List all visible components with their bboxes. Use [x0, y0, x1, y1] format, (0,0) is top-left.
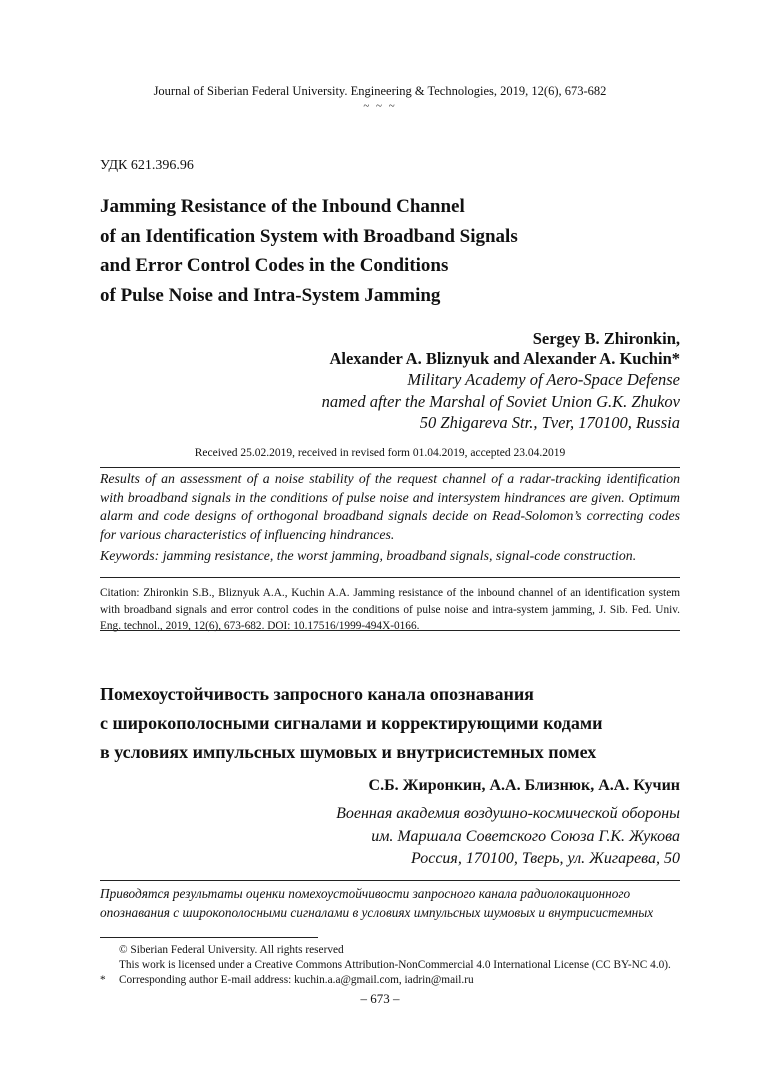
- affiliation: [322, 369, 680, 434]
- footnote-copyright: © Siberian Federal University. All rights reserved: [119, 944, 344, 956]
- ru-affiliation-line: им. Маршала Советского Союза Г.К. Жукова: [371, 827, 680, 845]
- udc-code: УДК 621.396.96: [100, 158, 194, 173]
- authors-line-2: Alexander A. Bliznyuk and Alexander A. Kuchin*: [329, 349, 680, 368]
- affiliation-line: named after the Marshal of Soviet Union G.K. Zhukov: [321, 391, 680, 411]
- ru-authors: С.Б. Жиронкин, А.А. Близнюк, А.А. Кучин: [368, 777, 680, 794]
- citation-top-rule: [100, 577, 680, 578]
- ru-affiliation-line: Россия, 170100, Тверь, ул. Жигарева, 50: [411, 850, 680, 867]
- ru-affiliation-line: Военная академия воздушно-космической обороны: [336, 805, 680, 822]
- ru-abstract-line: опознавания с широкополосными сигналами в условиях импульсных шумовых и внутрисистемных: [100, 905, 654, 920]
- footnote-corresponding: [100, 973, 700, 988]
- ru-abstract-top-rule: [100, 880, 680, 881]
- title-line: of an Identification System with Broadband Signals: [100, 225, 518, 247]
- received-dates: Received 25.02.2019, received in revised form 01.04.2019, accepted 23.04.2019: [194, 447, 566, 459]
- footnotes: [100, 943, 700, 988]
- corresponding-author-text: Corresponding author E-mail address: kuchin.a.a@gmail.com, iadrin@mail.ru: [119, 974, 474, 986]
- journal-header: Journal of Siberian Federal University. Engineering & Technologies, 2019, 12(6), 673-682: [153, 84, 607, 98]
- footnote-mark: *: [100, 974, 106, 986]
- header-separator: ~ ~ ~: [363, 100, 397, 112]
- citation: Citation: Zhironkin S.B., Bliznyuk A.A., Kuchin A.A. Jamming resistance of the inbound channel of an identification system with broadband signals and error control codes in the conditions of pulse noise and intra-system jamming, J. Sib. Fed. Univ. Eng. technol., 2019, 12(6), 673-682. DOI: 10.17516/1999-494X-0166.: [100, 587, 680, 632]
- footnote-license: This work is licensed under a Creative Commons Attribution-NonCommercial 4.0 International License (CC BY-NC 4.0).: [119, 959, 671, 971]
- ru-title-line: с широкополосными сигналами и корректирующими кодами: [100, 713, 603, 733]
- title-line: and Error Control Codes in the Conditions: [100, 255, 449, 276]
- citation-bottom-rule: [100, 630, 680, 631]
- ru-affiliation: [336, 803, 680, 871]
- ru-title: [100, 680, 700, 767]
- page-number: – 673 –: [360, 991, 400, 1006]
- title-line: of Pulse Noise and Intra-System Jamming: [100, 284, 441, 306]
- ru-title-line: Помехоустойчивость запросного канала опознавания: [100, 684, 534, 704]
- footnote-rule: [100, 937, 318, 938]
- ru-abstract: [100, 884, 680, 922]
- abstract-top-rule: [100, 467, 680, 468]
- title-line: Jamming Resistance of the Inbound Channel: [100, 196, 465, 217]
- affiliation-line: 50 Zhigareva Str., Tver, 170100, Russia: [419, 413, 680, 432]
- ru-abstract-line: Приводятся результаты оценки помехоустойчивости запросного канала радиолокационного: [100, 886, 631, 901]
- ru-title-line: в условиях импульсных шумовых и внутрисистемных помех: [100, 742, 597, 762]
- keywords: Keywords: jamming resistance, the worst jamming, broadband signals, signal-code construction.: [100, 548, 637, 563]
- abstract: Results of an assessment of a noise stability of the request channel of a radar-tracking identification with broadband signals in the conditions of pulse noise and intersystem hindrances are given. Optimum alarm and code designs of orthogonal broadband signals decide on Read-Solomon’s correcting codes for various characteristics of influencing hindrances.: [100, 471, 680, 542]
- affiliation-line: Military Academy of Aero-Space Defense: [407, 370, 680, 389]
- authors-line-1: Sergey B. Zhironkin,: [532, 329, 680, 348]
- paper-title: [100, 192, 700, 310]
